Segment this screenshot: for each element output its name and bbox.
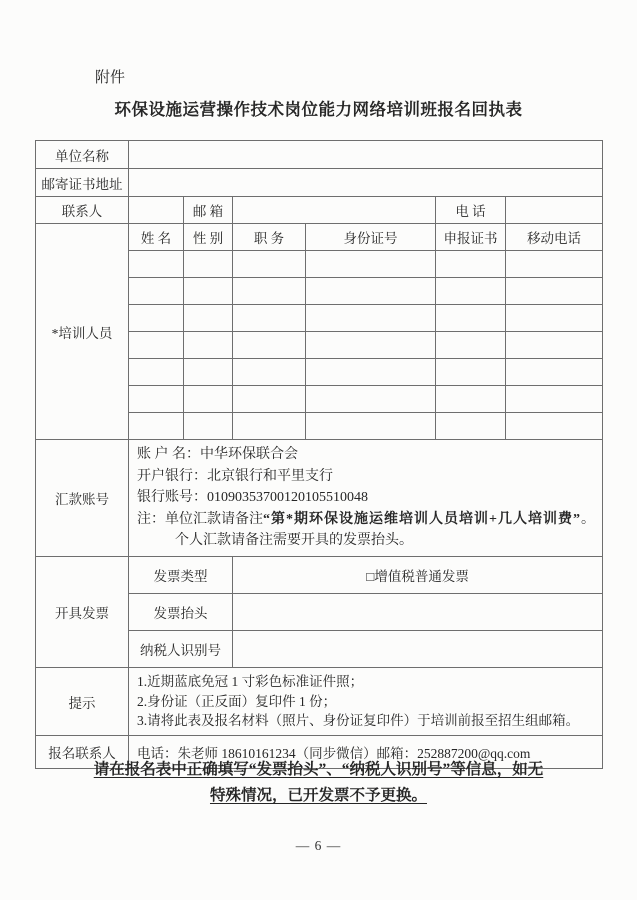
attachment-label: 附件	[95, 70, 126, 86]
footer-note-line2: 特殊情况，已开发票不予更换。	[209, 787, 427, 804]
trainee-cell	[436, 251, 506, 278]
trainee-cell	[129, 305, 184, 332]
trainee-cell	[184, 332, 233, 359]
trainee-cell	[233, 305, 306, 332]
trainee-cell	[506, 413, 603, 440]
email-field	[233, 197, 436, 224]
contact-person-label: 联系人	[36, 197, 129, 224]
trainee-cell	[306, 278, 436, 305]
unit-name-field	[129, 141, 603, 169]
invoice-type-value	[233, 557, 603, 594]
trainee-cell	[306, 305, 436, 332]
remit-note-suffix: 。	[580, 511, 595, 527]
contact-person-field	[129, 197, 184, 224]
tip-item-1: 1.近期蓝底免冠 1 寸彩色标准证件照；	[137, 674, 364, 690]
trainee-cell	[184, 386, 233, 413]
invoice-section-label: 开具发票	[36, 557, 129, 668]
trainee-cell	[233, 413, 306, 440]
taxpayer-id-field	[233, 631, 603, 668]
trainee-header-row	[36, 224, 603, 251]
trainee-cell	[436, 413, 506, 440]
checkbox-icon: □	[366, 569, 375, 584]
col-header-mobile: 移动电话	[506, 224, 603, 251]
tips-row	[36, 668, 603, 736]
trainee-cell	[129, 332, 184, 359]
trainee-cell	[184, 251, 233, 278]
col-header-id-number: 身份证号	[306, 224, 436, 251]
remit-note	[137, 509, 594, 531]
registration-contact-label: 报名联系人	[36, 736, 129, 769]
trainee-cell	[436, 278, 506, 305]
phone-field	[506, 197, 603, 224]
col-header-name: 姓 名	[129, 224, 184, 251]
trainee-cell	[129, 278, 184, 305]
trainee-cell	[184, 413, 233, 440]
col-header-position: 职 务	[233, 224, 306, 251]
trainees-section-label: *培训人员	[36, 224, 129, 440]
registration-form-table	[35, 140, 603, 769]
trainee-cell	[306, 386, 436, 413]
tip-item-3: 3.请将此表及报名材料（照片、身份证复印件）于培训前报至招生组邮箱。	[137, 713, 580, 729]
trainee-cell	[129, 251, 184, 278]
trainee-cell	[506, 305, 603, 332]
remittance-label: 汇款账号	[36, 440, 129, 557]
trainee-cell	[184, 278, 233, 305]
trainee-cell	[506, 251, 603, 278]
footer-note-line1: 请在报名表中正确填写“发票抬头”、“纳税人识别号”等信息，如无	[93, 761, 544, 778]
remit-note-line2: 个人汇款请备注需要开具的发票抬头。	[175, 533, 413, 549]
phone-label: 电 话	[436, 197, 506, 224]
vat-invoice-label: 增值税普通发票	[374, 569, 469, 584]
tips-content	[129, 668, 603, 736]
registration-contact-value: 电话：朱老师 18610161234（同步微信）邮箱：252887200@qq.com	[129, 736, 603, 769]
trainee-cell	[436, 332, 506, 359]
mailing-address-row	[36, 169, 603, 197]
trainee-cell	[233, 278, 306, 305]
col-header-certificate: 申报证书	[436, 224, 506, 251]
trainee-cell	[184, 359, 233, 386]
contact-row	[36, 197, 603, 224]
remittance-content	[129, 440, 603, 557]
invoice-title-label: 发票抬头	[129, 594, 233, 631]
invoice-title-field	[233, 594, 603, 631]
trainee-cell	[436, 305, 506, 332]
trainee-cell	[436, 386, 506, 413]
trainee-cell	[233, 359, 306, 386]
invoice-type-label: 发票类型	[129, 557, 233, 594]
trainee-cell	[506, 332, 603, 359]
trainee-cell	[233, 386, 306, 413]
trainee-cell	[506, 359, 603, 386]
trainee-cell	[306, 332, 436, 359]
mailing-address-field	[129, 169, 603, 197]
unit-name-label: 单位名称	[36, 141, 129, 169]
trainee-cell	[306, 251, 436, 278]
footer-note	[0, 757, 637, 809]
page-number: — 6 —	[295, 838, 342, 853]
invoice-type-row	[36, 557, 603, 594]
trainee-cell	[436, 359, 506, 386]
remit-account-number: 银行账号：01090353700120105510048	[137, 490, 368, 506]
remit-note-prefix: 注：单位汇款请备注	[137, 511, 263, 527]
page-title: 环保设施运营操作技术岗位能力网络培训班报名回执表	[114, 100, 523, 119]
trainee-cell	[129, 359, 184, 386]
trainee-cell	[129, 413, 184, 440]
trainee-cell	[506, 278, 603, 305]
remit-account-name: 账 户 名：中华环保联合会	[137, 447, 298, 463]
remit-bank: 开户银行：北京银行和平里支行	[137, 468, 333, 484]
tips-label: 提示	[36, 668, 129, 736]
col-header-gender: 性 别	[184, 224, 233, 251]
trainee-cell	[233, 251, 306, 278]
email-label: 邮 箱	[184, 197, 233, 224]
tip-item-2: 2.身份证（正反面）复印件 1 份；	[137, 693, 337, 709]
unit-name-row	[36, 141, 603, 169]
trainee-cell	[306, 359, 436, 386]
trainee-cell	[306, 413, 436, 440]
trainee-cell	[506, 386, 603, 413]
taxpayer-id-label: 纳税人识别号	[129, 631, 233, 668]
trainee-cell	[129, 386, 184, 413]
trainee-cell	[233, 332, 306, 359]
remittance-row	[36, 440, 603, 557]
mailing-address-label: 邮寄证书地址	[36, 169, 129, 197]
trainee-cell	[184, 305, 233, 332]
remit-note-bold: “第*期环保设施运维培训人员培训+几人培训费”	[263, 511, 581, 527]
